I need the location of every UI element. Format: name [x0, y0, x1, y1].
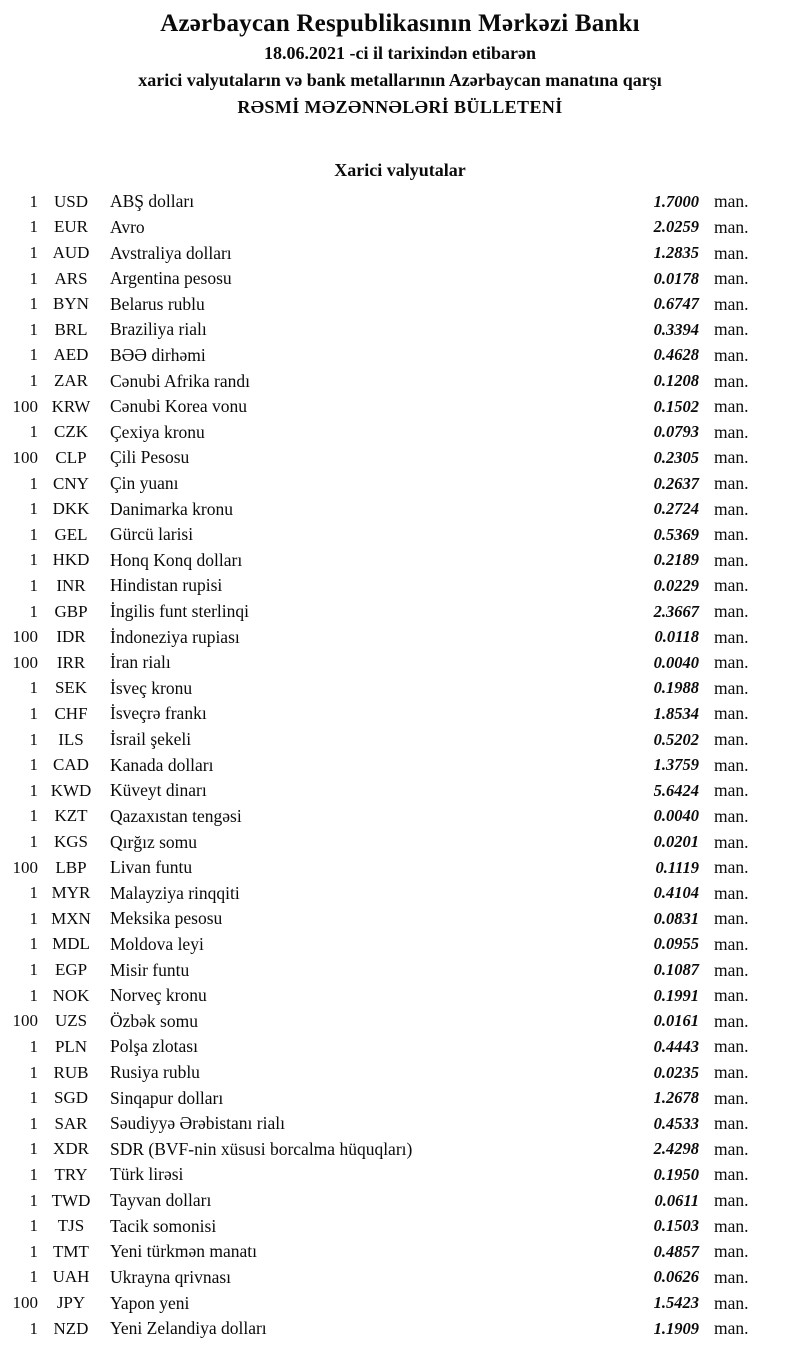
currency-code: TJS: [57, 1216, 85, 1236]
unit-label: man.: [714, 191, 749, 212]
nominal-value: 1: [29, 1241, 38, 1261]
currency-code: TWD: [51, 1190, 91, 1210]
unit-label: man.: [714, 857, 749, 878]
rate-value: 0.3394: [653, 319, 699, 339]
rate-value: 1.3759: [653, 755, 699, 775]
rate-value: 0.1208: [653, 371, 699, 391]
currency-name: Tacik somonisi: [110, 1215, 217, 1236]
rate-value: 0.0040: [653, 806, 699, 826]
currency-name: Kanada dolları: [110, 754, 214, 775]
rate-value: 0.1119: [655, 857, 699, 877]
currency-code: KWD: [50, 780, 92, 800]
unit-label: man.: [714, 1266, 749, 1287]
rate-row: [0, 1265, 772, 1291]
currency-name: BƏƏ dirhəmi: [110, 344, 206, 365]
unit-label: man.: [714, 1318, 749, 1339]
rate-value: 2.4298: [653, 1139, 699, 1159]
rate-value: 0.0229: [653, 575, 699, 595]
section-title-foreign-currencies: Xarici valyutalar: [334, 160, 466, 180]
unit-label: man.: [714, 1292, 749, 1313]
rate-value: 1.7000: [653, 191, 699, 211]
nominal-value: 1: [29, 345, 38, 365]
nominal-value: 1: [29, 985, 38, 1005]
rate-row: [0, 880, 772, 906]
nominal-value: 1: [29, 755, 38, 775]
rate-value: 0.1988: [653, 678, 699, 698]
currency-name: Yeni türkmən manatı: [110, 1241, 257, 1262]
currency-code: KRW: [51, 396, 91, 416]
currency-code: USD: [53, 191, 88, 211]
unit-label: man.: [714, 1010, 749, 1031]
rate-row: [0, 1239, 772, 1265]
unit-label: man.: [714, 959, 749, 980]
currency-name: Polşa zlotası: [110, 1036, 198, 1057]
rate-row: [0, 701, 772, 727]
currency-code: TMT: [53, 1241, 89, 1261]
unit-label: man.: [714, 575, 749, 596]
rate-row: [0, 189, 772, 215]
nominal-value: 1: [29, 191, 38, 211]
rate-row: [0, 1188, 772, 1214]
currency-code: TRY: [54, 1164, 88, 1184]
rate-value: 0.0955: [653, 934, 699, 954]
rate-row: [0, 1137, 772, 1163]
currency-code: NZD: [53, 1318, 89, 1338]
nominal-value: 1: [29, 960, 38, 980]
rate-value: 0.2189: [653, 550, 699, 570]
nominal-value: 100: [12, 447, 38, 467]
rate-value: 0.5369: [653, 524, 699, 544]
rate-row: [0, 983, 772, 1009]
currency-name: Yapon yeni: [110, 1292, 190, 1313]
nominal-value: 1: [29, 575, 38, 595]
currency-name: Cənubi Korea vonu: [110, 396, 248, 417]
currency-name: İsveç kronu: [110, 677, 193, 698]
page-title: Azərbaycan Respublikasının Mərkəzi Bankı: [160, 10, 640, 37]
rate-row: [0, 1162, 772, 1188]
currency-name: Yeni Zelandiya dolları: [110, 1318, 267, 1339]
currency-code: BRL: [54, 319, 88, 339]
rate-row: [0, 522, 772, 548]
currency-name: Səudiyyə Ərəbistanı rialı: [110, 1113, 285, 1134]
unit-label: man.: [714, 216, 749, 237]
currency-code: ARS: [54, 268, 88, 288]
rate-value: 0.4857: [653, 1241, 699, 1261]
currency-code: CHF: [54, 703, 88, 723]
rate-value: 0.1991: [653, 985, 699, 1005]
currency-name: Misir funtu: [110, 959, 190, 980]
currency-name: Sinqapur dolları: [110, 1087, 224, 1108]
currency-code: SEK: [54, 678, 88, 698]
rate-value: 0.0831: [653, 908, 699, 928]
nominal-value: 1: [29, 780, 38, 800]
rate-value: 0.4443: [653, 1036, 699, 1056]
currency-code: UAH: [52, 1267, 90, 1287]
rate-value: 0.4628: [653, 345, 699, 365]
rate-value: 0.0201: [653, 832, 699, 852]
nominal-value: 1: [29, 1088, 38, 1108]
rate-value: 0.0118: [654, 627, 699, 647]
nominal-value: 100: [12, 652, 38, 672]
currency-name: Çin yuanı: [110, 473, 179, 493]
rate-row: [0, 829, 772, 855]
currency-code: EGP: [54, 960, 88, 980]
currency-code: CNY: [53, 473, 89, 493]
currency-code: CLP: [55, 447, 87, 467]
currency-name: Avstraliya dolları: [110, 242, 232, 263]
rate-value: 0.5202: [653, 729, 699, 749]
rate-row: [0, 727, 772, 753]
currency-name: Gürcü larisi: [110, 524, 194, 545]
nominal-value: 1: [29, 1267, 38, 1287]
unit-label: man.: [714, 1164, 749, 1185]
currency-code: NOK: [52, 985, 90, 1005]
unit-label: man.: [714, 1215, 749, 1236]
unit-label: man.: [714, 344, 749, 365]
nominal-value: 1: [29, 806, 38, 826]
rate-row: [0, 906, 772, 932]
currency-code: UZS: [54, 1011, 88, 1031]
currency-code: MXN: [51, 908, 91, 928]
rate-value: 5.6424: [653, 780, 699, 800]
rate-row: [0, 368, 772, 394]
unit-label: man.: [714, 1036, 749, 1057]
rate-row: [0, 1009, 772, 1035]
rate-value: 0.1087: [653, 960, 699, 980]
rate-row: [0, 1060, 772, 1086]
rate-row: [0, 1085, 772, 1111]
currency-name: Honq Konq dolları: [110, 549, 243, 570]
rate-row: [0, 445, 772, 471]
currency-code: HKD: [52, 550, 90, 570]
currency-code: AED: [53, 345, 89, 365]
currency-name: Moldova leyi: [110, 933, 204, 954]
unit-label: man.: [714, 601, 749, 622]
rate-row: [0, 804, 772, 830]
rate-value: 0.0793: [653, 422, 699, 442]
rate-row: [0, 471, 772, 497]
rate-row: [0, 548, 772, 574]
nominal-value: 1: [29, 268, 38, 288]
currency-name: SDR (BVF-nin xüsusi borcalma hüquqları): [110, 1138, 413, 1159]
nominal-value: 1: [29, 243, 38, 263]
currency-name: Meksika pesosu: [110, 908, 223, 929]
unit-label: man.: [714, 242, 749, 263]
rate-value: 1.5423: [653, 1293, 699, 1312]
rate-row: [0, 496, 772, 522]
currency-name: İsrail şekeli: [110, 729, 192, 750]
unit-label: man.: [714, 1113, 749, 1134]
rate-row: [0, 957, 772, 983]
unit-label: man.: [714, 524, 749, 545]
unit-label: man.: [714, 677, 749, 698]
rate-row: [0, 240, 772, 266]
currency-name: Özbək somu: [110, 1010, 198, 1031]
nominal-value: 1: [29, 934, 38, 954]
nominal-value: 1: [29, 473, 38, 493]
nominal-value: 100: [12, 396, 38, 416]
currency-code: LBP: [55, 857, 87, 877]
currency-code: INR: [56, 575, 86, 595]
currency-name: Rusiya rublu: [110, 1062, 200, 1083]
unit-label: man.: [714, 1138, 749, 1159]
unit-label: man.: [714, 703, 749, 724]
nominal-value: 1: [29, 1216, 38, 1236]
rate-value: 1.2835: [653, 243, 699, 263]
unit-label: man.: [714, 1062, 749, 1083]
currency-code: XDR: [53, 1139, 89, 1159]
currency-name: Danimarka kronu: [110, 498, 233, 519]
nominal-value: 1: [29, 678, 38, 698]
rate-row: [0, 1316, 772, 1342]
currency-code: CAD: [53, 755, 89, 775]
nominal-value: 1: [29, 883, 38, 903]
unit-label: man.: [714, 729, 749, 750]
unit-label: man.: [714, 908, 749, 929]
date-line: 18.06.2021 -ci il tarixindən etibarən: [264, 43, 536, 63]
rate-row: [0, 317, 772, 343]
currency-code: ILS: [58, 729, 84, 749]
unit-label: man.: [714, 268, 749, 289]
rate-value: 0.0611: [654, 1190, 699, 1210]
rate-value: 0.0161: [653, 1011, 699, 1031]
rate-value: 2.0259: [653, 217, 699, 237]
currency-code: SAR: [54, 1113, 88, 1133]
nominal-value: 1: [29, 524, 38, 544]
unit-label: man.: [714, 985, 749, 1006]
unit-label: man.: [714, 831, 749, 852]
rate-value: 0.1503: [653, 1216, 699, 1236]
rate-value: 0.1502: [653, 396, 699, 416]
rate-row: [0, 215, 772, 241]
unit-label: man.: [714, 626, 749, 647]
nominal-value: 1: [29, 294, 38, 314]
rate-row: [0, 1034, 772, 1060]
nominal-value: 1: [29, 832, 38, 852]
rate-value: 0.0178: [653, 268, 699, 288]
currency-name: Çexiya kronu: [110, 421, 205, 442]
currency-code: IRR: [56, 652, 86, 672]
rate-row: [0, 624, 772, 650]
rate-row: [0, 343, 772, 369]
rate-row: [0, 932, 772, 958]
rate-row: [0, 599, 772, 625]
currency-name: İran rialı: [110, 652, 171, 673]
currency-code: AUD: [52, 243, 90, 263]
nominal-value: 1: [29, 1062, 38, 1082]
rate-value: 0.0626: [653, 1267, 699, 1287]
currency-name: İngilis funt sterlinqi: [110, 601, 250, 622]
nominal-value: 1: [29, 1164, 38, 1184]
nominal-value: 100: [12, 627, 38, 647]
rate-value: 0.0040: [653, 652, 699, 672]
currency-code: GEL: [54, 524, 88, 544]
unit-label: man.: [714, 805, 749, 826]
rate-row: [0, 266, 772, 292]
rate-row: [0, 1213, 772, 1239]
currency-name: Braziliya rialı: [110, 319, 207, 340]
rate-row: [0, 291, 772, 317]
rate-value: 0.2724: [653, 499, 699, 519]
currency-name: ABŞ dolları: [110, 191, 195, 212]
rate-value: 1.8534: [653, 703, 699, 723]
currency-name: Malayziya rinqqiti: [110, 882, 240, 903]
nominal-value: 1: [29, 371, 38, 391]
rate-row: [0, 752, 772, 778]
nominal-value: 100: [12, 857, 38, 877]
nominal-value: 1: [29, 217, 38, 237]
currency-code: RUB: [53, 1062, 89, 1082]
unit-label: man.: [714, 421, 749, 442]
nominal-value: 1: [29, 422, 38, 442]
unit-label: man.: [714, 319, 749, 340]
rate-value: 1.1909: [653, 1318, 699, 1338]
nominal-value: 1: [29, 550, 38, 570]
currency-code: MDL: [52, 934, 90, 954]
currency-name: Norveç kronu: [110, 985, 207, 1006]
currency-name: Qazaxıstan tengəsi: [110, 805, 242, 826]
currency-code: ZAR: [54, 371, 88, 391]
currency-code: BYN: [53, 294, 89, 314]
currency-name: Cənubi Afrika randı: [110, 370, 250, 391]
currency-code: KGS: [53, 832, 88, 852]
nominal-value: 1: [29, 319, 38, 339]
unit-label: man.: [714, 1087, 749, 1108]
rate-value: 2.3667: [653, 601, 699, 621]
nominal-value: 1: [29, 908, 38, 928]
currency-code: KZT: [54, 806, 88, 826]
rate-value: 0.2637: [653, 473, 699, 493]
unit-label: man.: [714, 754, 749, 775]
currency-name: Çili Pesosu: [110, 447, 190, 468]
nominal-value: 1: [29, 499, 38, 519]
nominal-value: 1: [29, 1318, 38, 1338]
currency-code: MYR: [51, 883, 91, 903]
unit-label: man.: [714, 473, 749, 493]
rate-row: [0, 1111, 772, 1137]
rate-row: [0, 1290, 772, 1316]
currency-code: IDR: [56, 627, 86, 647]
subtitle-line: xarici valyutaların və bank metallarının Azərbaycan manatına qarşı: [138, 70, 662, 90]
currency-name: Qırğız somu: [110, 831, 198, 852]
rate-row: [0, 778, 772, 804]
rate-value: 0.6747: [653, 294, 699, 314]
nominal-value: 100: [12, 1293, 38, 1312]
bulletin-title-line: RƏSMİ MƏZƏNNƏLƏRİ BÜLLETENİ: [237, 97, 563, 117]
rate-value: 0.0235: [653, 1062, 699, 1082]
currency-name: Küveyt dinarı: [110, 780, 207, 801]
unit-label: man.: [714, 549, 749, 570]
unit-label: man.: [714, 447, 749, 468]
nominal-value: 1: [29, 1113, 38, 1133]
unit-label: man.: [714, 882, 749, 903]
rate-row: [0, 394, 772, 420]
rate-row: [0, 573, 772, 599]
currency-name: Ukrayna qrivnası: [110, 1266, 232, 1287]
currency-code: PLN: [54, 1036, 88, 1056]
unit-label: man.: [714, 1190, 749, 1211]
currency-name: Tayvan dolları: [110, 1190, 212, 1211]
currency-name: Türk lirəsi: [110, 1164, 184, 1185]
nominal-value: 1: [29, 703, 38, 723]
unit-label: man.: [714, 498, 749, 519]
currency-name: Belarus rublu: [110, 293, 205, 314]
currency-code: EUR: [54, 217, 88, 237]
currency-name: Hindistan rupisi: [110, 575, 223, 596]
rate-row: [0, 419, 772, 445]
currency-code: CZK: [54, 422, 88, 442]
currency-name: Avro: [110, 216, 145, 237]
currency-code: SGD: [53, 1088, 88, 1108]
unit-label: man.: [714, 396, 749, 417]
rate-value: 0.1950: [653, 1164, 699, 1184]
unit-label: man.: [714, 652, 749, 673]
currency-name: İndoneziya rupiası: [110, 626, 240, 647]
currency-code: JPY: [56, 1293, 86, 1312]
nominal-value: 1: [29, 1036, 38, 1056]
nominal-value: 1: [29, 1139, 38, 1159]
currency-code: GBP: [54, 601, 88, 621]
rate-value: 1.2678: [653, 1088, 699, 1108]
rate-row: [0, 855, 772, 881]
rate-row: [0, 650, 772, 676]
currency-name: Argentina pesosu: [110, 268, 232, 289]
nominal-value: 100: [12, 1011, 38, 1031]
rate-value: 0.2305: [653, 447, 699, 467]
nominal-value: 1: [29, 601, 38, 621]
unit-label: man.: [714, 370, 749, 391]
nominal-value: 1: [29, 729, 38, 749]
currency-name: İsveçrə frankı: [110, 703, 207, 724]
currency-code: DKK: [52, 499, 90, 519]
unit-label: man.: [714, 933, 749, 954]
rate-value: 0.4104: [653, 883, 699, 903]
unit-label: man.: [714, 780, 749, 801]
unit-label: man.: [714, 1241, 749, 1262]
unit-label: man.: [714, 293, 749, 314]
rate-row: [0, 676, 772, 702]
currency-name: Livan funtu: [110, 857, 193, 878]
exchange-rates-table: [0, 189, 800, 1341]
nominal-value: 1: [29, 1190, 38, 1210]
rate-value: 0.4533: [653, 1113, 699, 1133]
